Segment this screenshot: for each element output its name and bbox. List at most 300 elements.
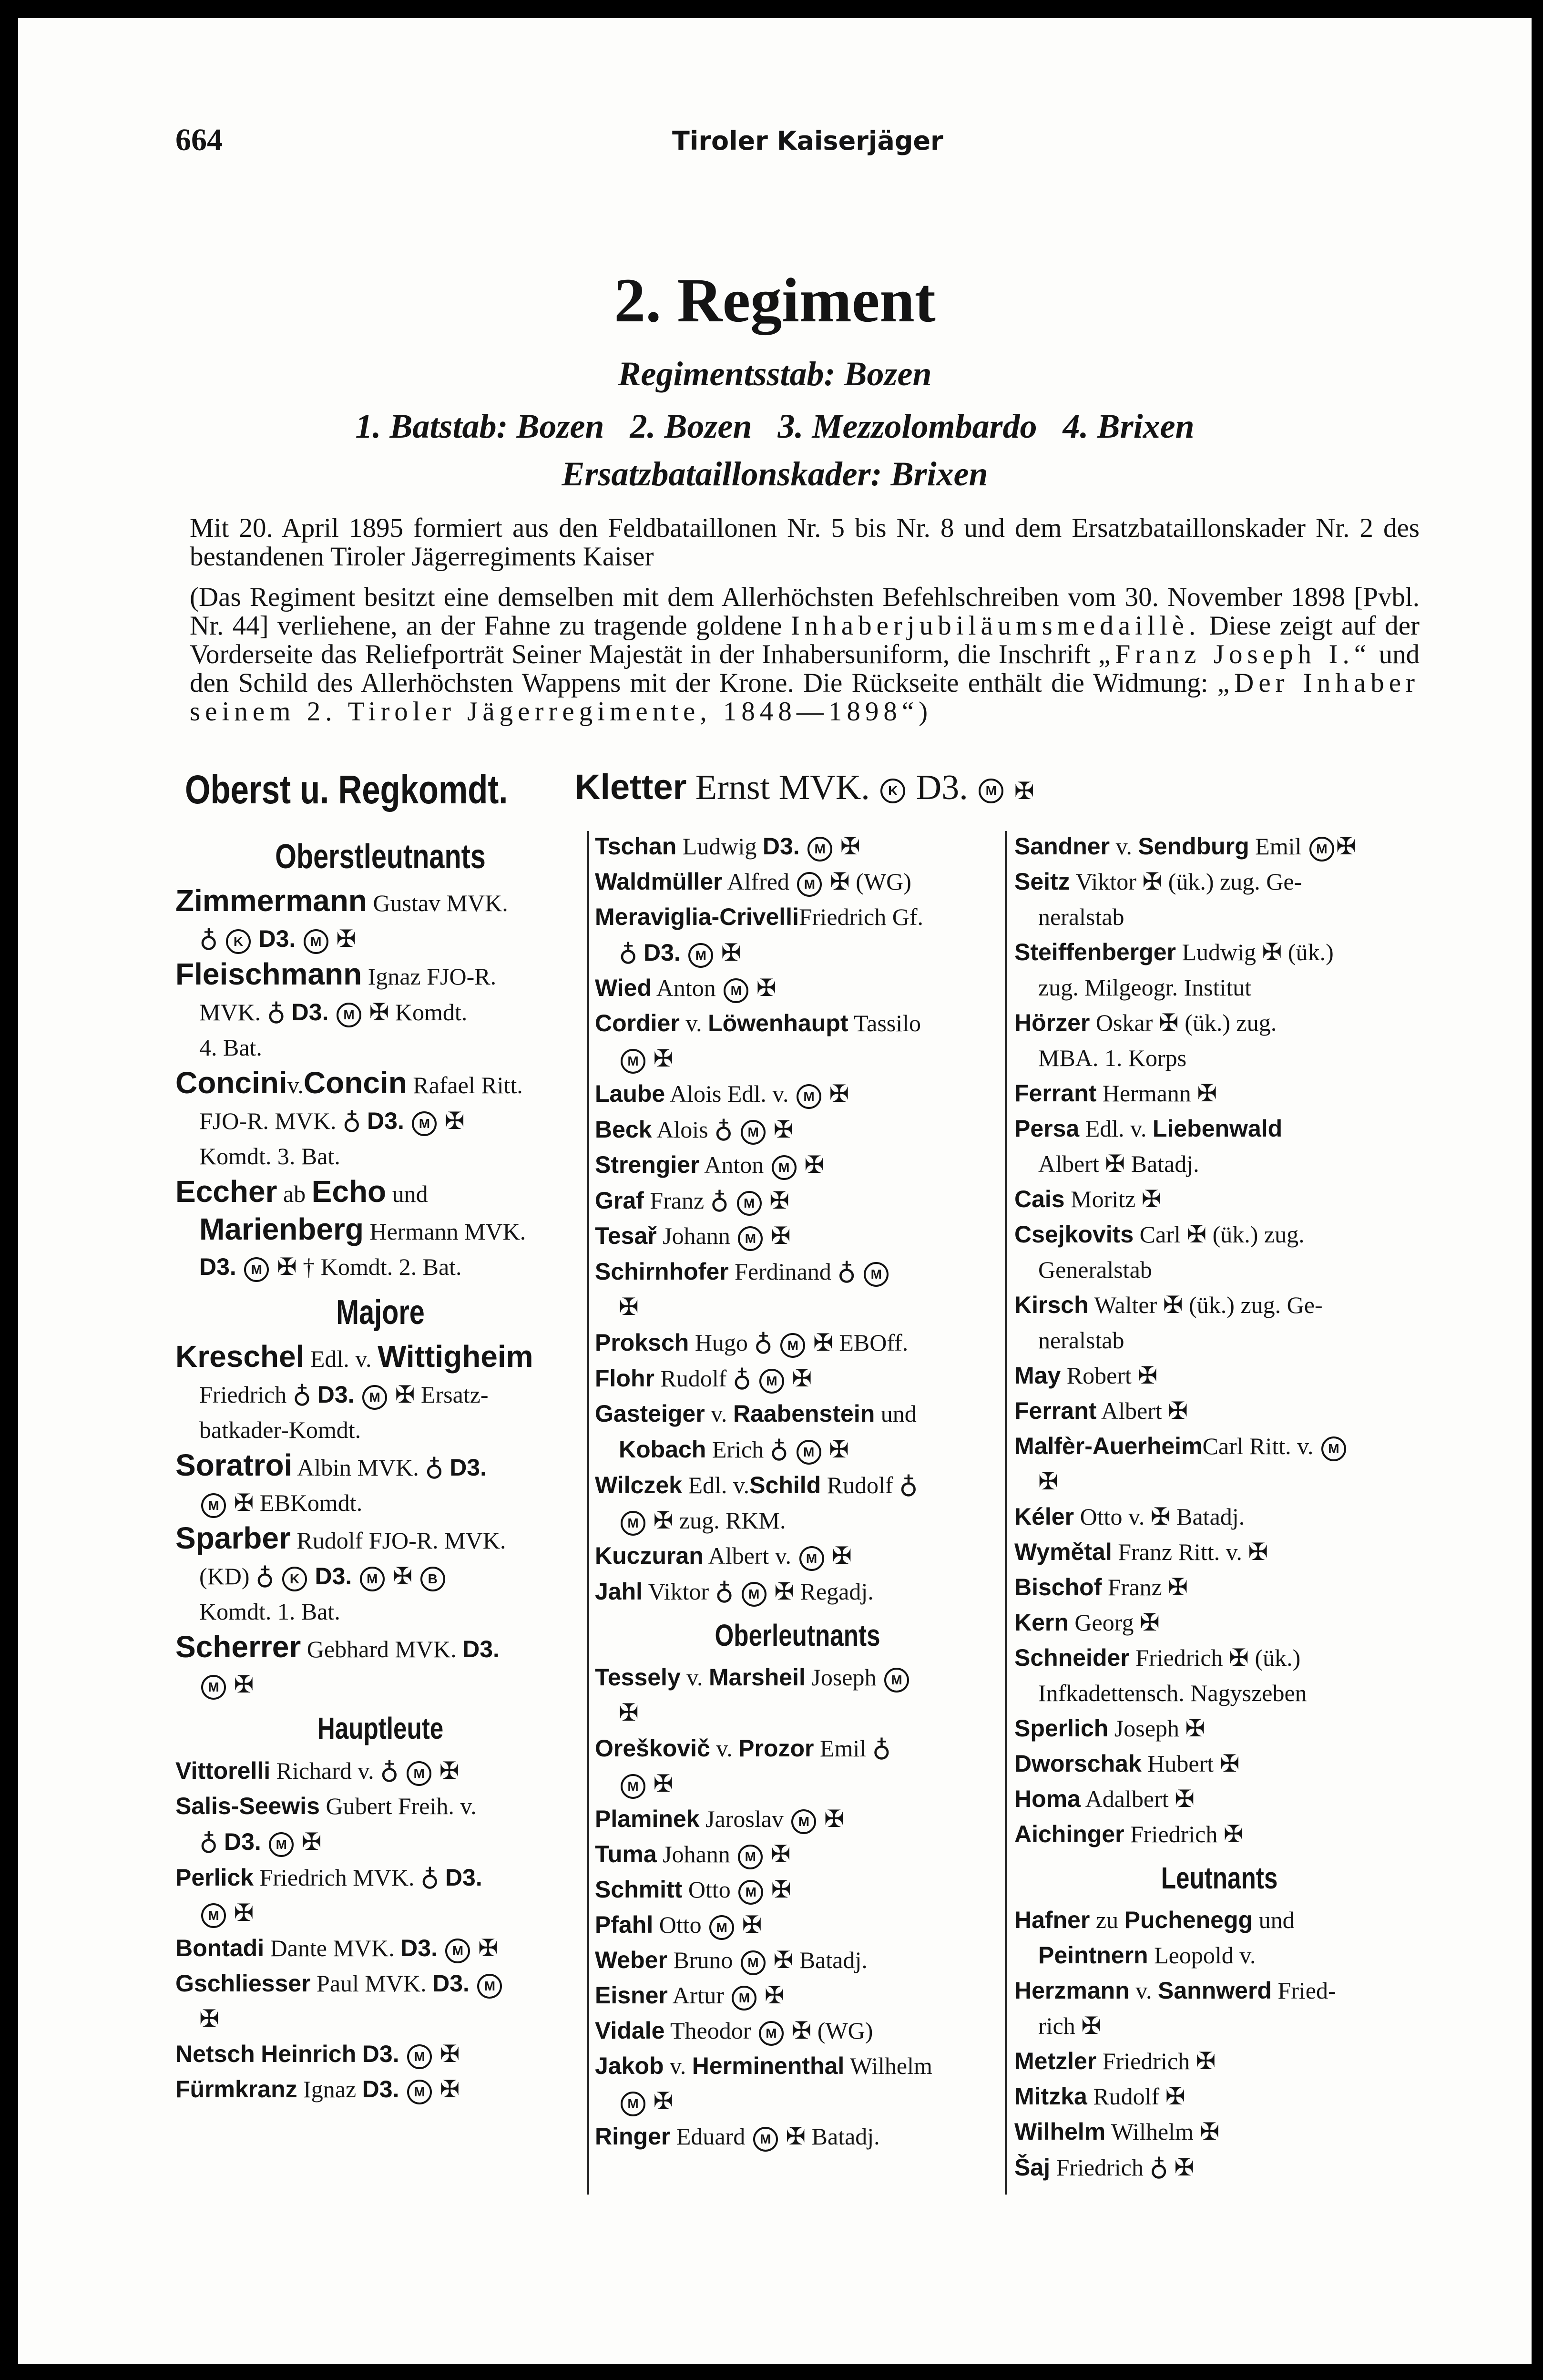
entry-text: Sannwerd [1158, 1977, 1272, 2004]
entry-text: Jahl [595, 1578, 643, 1605]
cross-icon: ✠ [619, 1699, 639, 1726]
entry-text: May [1014, 1362, 1061, 1389]
m-decoration-icon: M [742, 1582, 766, 1607]
entry-text: Richard v. [276, 1757, 374, 1784]
list-item [175, 1629, 585, 1702]
colonel-entry [575, 767, 1034, 808]
b-decoration-icon: B [420, 1567, 445, 1591]
m-decoration-icon: M [807, 837, 832, 862]
entry-text: D3. [367, 1108, 404, 1134]
m-decoration-icon: M [445, 1939, 470, 1963]
list-item [595, 1801, 1000, 1836]
section-heading-oberleutnants: Oberleutnants [715, 1618, 880, 1652]
m-decoration-icon: M [724, 978, 748, 1003]
entry-text: (ük.) zug. [1212, 1221, 1305, 1248]
entry-text: Marienberg [199, 1212, 364, 1246]
entry-text: Friedrich [199, 1381, 287, 1408]
entry-text: Steiffenberger [1014, 939, 1176, 965]
list-item [175, 1930, 585, 1966]
list-item [1014, 1640, 1424, 1711]
cross-icon: ✠ [791, 2017, 812, 2044]
m-decoration-icon: M [741, 1120, 766, 1145]
list-item [595, 1660, 1000, 1730]
cross-icon: ✠ [1175, 1785, 1195, 1812]
ring-icon: ♁ [837, 1257, 856, 1285]
m-decoration-icon: M [407, 2080, 432, 2104]
ring-icon: ♁ [425, 1453, 444, 1481]
cross-icon: ✠ [1223, 1821, 1244, 1847]
list-item [595, 1147, 1000, 1182]
cross-icon: ✠ [439, 2076, 460, 2103]
entry-text: Erich [712, 1436, 764, 1463]
entry-text: Hubert [1147, 1750, 1214, 1777]
cross-icon: ✠ [773, 1116, 794, 1143]
cross-icon: ✠ [199, 2005, 219, 2032]
cross-icon: ✠ [829, 1436, 849, 1463]
m-decoration-icon: M [797, 1084, 821, 1109]
entry-text: Otto [688, 1876, 731, 1903]
entry-text: Gubert Freih. v. [326, 1793, 477, 1819]
entry-text: Waldmüller [595, 868, 723, 895]
entry-text: Walter [1094, 1292, 1157, 1318]
entry-text: Oskar [1095, 1009, 1153, 1036]
cross-icon: ✠ [439, 1757, 460, 1784]
list-item [175, 883, 585, 956]
colonel-details: Ernst MVK. [695, 768, 870, 807]
entry-text: Emil [1255, 833, 1302, 860]
colonel-name: Kletter [575, 767, 687, 807]
entry-text: D3. [362, 2076, 399, 2103]
entry-text: Gustav MVK. [373, 890, 508, 916]
cross-icon: ✠ [1197, 1080, 1217, 1107]
entry-text: Fürmkranz [175, 2076, 297, 2103]
dagger-icon: † [303, 1253, 315, 1280]
entry-text: Tuma [595, 1841, 657, 1867]
list-item [175, 1788, 585, 1859]
cross-icon: ✠ [742, 1911, 762, 1938]
cross-icon: ✠ [1139, 1609, 1160, 1636]
cross-icon: ✠ [1199, 2118, 1220, 2145]
cross-icon: ✠ [1219, 1750, 1240, 1777]
entry-text: (WG) [856, 868, 911, 895]
entry-text: Herminenthal [692, 2052, 845, 2079]
entry-text: Komdt. 1. Bat. [199, 1598, 340, 1625]
cross-icon: ✠ [395, 1381, 415, 1408]
ring-icon: ♁ [732, 1364, 752, 1392]
entry-text: Laube [595, 1080, 665, 1107]
list-item [595, 1538, 1000, 1573]
entry-text: D3. [462, 1636, 500, 1662]
list-item [175, 2072, 585, 2107]
list-item [1014, 1816, 1424, 1852]
list-item [595, 1467, 1000, 1538]
entry-text: Schirnhofer [595, 1258, 729, 1285]
entry-text: Šaj [1014, 2154, 1051, 2181]
k-decoration-icon: K [880, 779, 905, 803]
list-item [1014, 1711, 1424, 1746]
list-item [175, 1174, 585, 1284]
entry-text: D3. [291, 999, 329, 1026]
entry-text: Eisner [595, 1982, 668, 2009]
list-item [175, 1447, 585, 1520]
entry-text: v. [287, 1072, 304, 1098]
entry-text: Friedrich [1056, 2154, 1144, 2181]
m-decoration-icon: M [979, 779, 1003, 803]
cross-icon: ✠ [769, 1187, 790, 1214]
entry-text: Joseph [811, 1664, 877, 1691]
medal-note-part3: und den Schild des Allerhöchsten Wappens mit der Krone. Die Rückseite enthält die Widmung: [190, 639, 1420, 698]
medal-note-spaced1: Inhaberjubiläumsmedaillè. [790, 611, 1201, 641]
entry-text: (WG) [817, 2017, 873, 2044]
entry-text: Wilczek [595, 1472, 682, 1498]
entry-text: Kirsch [1014, 1292, 1089, 1318]
m-decoration-icon: M [797, 1440, 821, 1465]
cross-icon: ✠ [829, 1080, 849, 1107]
section-heading-hauptleute: Hauptleute [317, 1711, 444, 1745]
list-item [175, 2036, 585, 2072]
cross-icon: ✠ [653, 1770, 674, 1797]
entry-text: Schneider [1014, 1644, 1130, 1671]
cross-icon: ✠ [764, 1982, 785, 2009]
cross-icon: ✠ [619, 1293, 639, 1320]
entry-text: Eccher [175, 1174, 277, 1209]
cross-icon: ✠ [824, 1806, 844, 1832]
entry-text: MVK. [199, 999, 261, 1026]
entry-text: Ferrant [1014, 1397, 1097, 1424]
entry-text: Dante MVK. [270, 1935, 395, 1961]
list-item [1014, 1287, 1424, 1358]
list-item [1014, 1358, 1424, 1393]
entry-text: v. [670, 2052, 686, 2079]
ring-icon: ♁ [199, 924, 218, 953]
cross-icon: ✠ [234, 1899, 254, 1926]
entry-text: Wittigheim [378, 1339, 533, 1374]
entry-text: D3. [400, 1935, 438, 1961]
entry-text: Schild [749, 1472, 821, 1498]
cross-icon: ✠ [1141, 1186, 1162, 1212]
entry-text: Rudolf [827, 1472, 893, 1498]
m-decoration-icon: M [759, 2021, 784, 2046]
column-1 [175, 829, 585, 2107]
medal-note [190, 583, 1420, 726]
cross-icon: ✠ [1174, 2154, 1195, 2181]
cross-icon: ✠ [721, 939, 741, 966]
page-number: 664 [175, 123, 223, 157]
entry-text: Sandner [1014, 833, 1110, 860]
entry-text: 4. Bat. [199, 1034, 262, 1061]
cross-icon: ✠ [653, 2088, 674, 2114]
section-heading-oberstleutnants: Oberstleutnants [275, 838, 486, 876]
ring-icon: ♁ [714, 1115, 733, 1143]
entry-text: Batadj. [799, 1947, 868, 1973]
entry-text: Carl [1139, 1221, 1181, 1248]
m-decoration-icon: M [407, 2044, 432, 2069]
list-item [1014, 1973, 1424, 2043]
m-decoration-icon: M [741, 1950, 766, 1975]
list-item [1014, 2114, 1424, 2149]
entry-text: EBOff. [839, 1329, 909, 1356]
entry-text: Franz [650, 1187, 705, 1214]
entry-text: D3. [445, 1864, 482, 1891]
m-decoration-icon: M [709, 1915, 734, 1940]
entry-text: Otto v. [1080, 1503, 1145, 1530]
entry-text: Graf [595, 1187, 644, 1214]
entry-text: Adalbert [1085, 1785, 1169, 1812]
entry-text: Rudolf [660, 1365, 727, 1392]
entry-text: Friedrich Gf. [798, 903, 924, 930]
list-item [595, 1396, 1000, 1467]
entry-text: Leopold v. [1154, 1942, 1256, 1969]
entry-text: Wilhelm [849, 2052, 932, 2079]
entry-text: Persa [1014, 1115, 1080, 1142]
m-decoration-icon: M [360, 1567, 385, 1591]
m-decoration-icon: M [1309, 837, 1334, 862]
entry-text: MBA. 1. Korps [1038, 1045, 1187, 1071]
entry-text: Viktor [648, 1578, 709, 1605]
entry-text: EBKomdt. [259, 1489, 363, 1516]
m-decoration-icon: M [412, 1111, 437, 1136]
list-item [1014, 1781, 1424, 1816]
list-item [595, 2013, 1000, 2048]
entry-text: Moritz [1071, 1186, 1136, 1212]
entry-text: Albert [1038, 1150, 1099, 1177]
list-item [175, 1859, 585, 1930]
book-page [18, 18, 1532, 2364]
ring-icon: ♁ [266, 997, 286, 1026]
list-item [1014, 1902, 1424, 1973]
entry-text: Kéler [1014, 1503, 1074, 1530]
ring-icon: ♁ [342, 1106, 361, 1135]
entry-text: Tesař [595, 1222, 657, 1249]
cross-icon: ✠ [756, 975, 777, 1001]
list-item [595, 1111, 1000, 1147]
entry-text: Prozor [738, 1735, 814, 1762]
entry-text: Regadj. [800, 1578, 874, 1605]
entry-text: Ringer [595, 2123, 671, 2150]
list-item [595, 970, 1000, 1005]
list-item [595, 864, 1000, 899]
cross-icon: ✠ [439, 2041, 460, 2067]
medal-note-spaced3: „Der Inhaber seinem 2. Tiroler Jägerregimente, 1848—1898“) [190, 668, 1420, 727]
cross-icon: ✠ [478, 1935, 498, 1961]
column-rule [1005, 831, 1007, 2195]
entry-text: Friedrich [1135, 1644, 1223, 1671]
cross-icon: ✠ [276, 1253, 297, 1280]
column-2 [595, 829, 1000, 2154]
cross-icon: ✠ [813, 1329, 833, 1356]
list-item [595, 1730, 1000, 1801]
column-3 [1014, 829, 1424, 2185]
entry-text: Aichinger [1014, 1821, 1124, 1847]
entry-text: ab [283, 1180, 306, 1207]
regiment-staff: Regimentsstab: Bozen [618, 355, 932, 393]
entry-text: Jaroslav [705, 1806, 784, 1832]
cross-icon: ✠ [1262, 939, 1282, 965]
entry-text: Oreškovič [595, 1735, 710, 1762]
entry-text: Herzmann [1014, 1977, 1130, 2004]
entry-text: Paul MVK. [317, 1970, 427, 1997]
cross-icon: ✠ [1163, 1292, 1183, 1318]
entry-text: Meraviglia-Crivelli [595, 903, 799, 930]
entry-text: D3. [432, 1970, 470, 1997]
list-item [175, 1520, 585, 1629]
entry-text: Rudolf [1093, 2083, 1160, 2110]
cross-icon: ✠ [829, 868, 850, 895]
cross-icon: ✠ [369, 999, 389, 1026]
list-item [595, 1324, 1000, 1360]
entry-text: Eduard [676, 2123, 746, 2150]
section-heading-leutnants: Leutnants [1161, 1861, 1278, 1895]
entry-text: Wymětal [1014, 1539, 1112, 1565]
entry-text: Bontadi [175, 1935, 265, 1961]
list-item [595, 1573, 1000, 1609]
formation-paragraph: Mit 20. April 1895 formiert aus den Feldbataillonen Nr. 5 bis Nr. 8 und dem Ersatzbataillonskader Nr. 2 des bestandenen Tiroler Jägerregiments Kaiser [190, 513, 1420, 572]
list-item [595, 2048, 1000, 2119]
entry-text: Edl. v. [1085, 1115, 1147, 1142]
k-decoration-icon: K [282, 1567, 307, 1591]
entry-text: (ük.) [1255, 1644, 1301, 1671]
m-decoration-icon: M [201, 1493, 226, 1518]
entry-text: Flohr [595, 1365, 654, 1392]
cross-icon: ✠ [1336, 833, 1356, 860]
entry-text: Gasteiger [595, 1400, 705, 1427]
entry-text: Marsheil [709, 1664, 806, 1691]
entry-text: Batadj. [1131, 1150, 1199, 1177]
entry-text: Hermann MVK. [369, 1218, 526, 1245]
cross-icon: ✠ [1142, 868, 1163, 895]
cross-icon: ✠ [770, 1841, 791, 1867]
entry-text: Weber [595, 1947, 667, 1973]
list-item [595, 1360, 1000, 1396]
cross-icon: ✠ [786, 2123, 806, 2150]
entry-text: zug. RKM. [679, 1507, 786, 1534]
entry-text: Robert [1066, 1362, 1132, 1389]
entry-text: Kreschel [175, 1339, 305, 1374]
entry-text: Batadj. [811, 2123, 880, 2150]
entry-text: (ük.) zug. [1185, 1009, 1277, 1036]
entry-text: Batadj. [1176, 1503, 1245, 1530]
entry-text: batkader-Komdt. [199, 1416, 361, 1443]
entry-text: Perlick [175, 1864, 254, 1891]
cross-icon: ✠ [234, 1489, 254, 1516]
cross-icon: ✠ [1229, 1644, 1249, 1671]
entry-text: v. [686, 1664, 703, 1691]
entry-text: D3. [258, 925, 296, 952]
m-decoration-icon: M [884, 1668, 909, 1693]
cross-icon: ✠ [1168, 1574, 1188, 1600]
entry-text: Sparber [175, 1521, 291, 1555]
entry-text: Viktor [1075, 868, 1136, 895]
list-item [1014, 1428, 1424, 1499]
entry-text: Alois Edl. v. [670, 1080, 789, 1107]
entry-text: Strengier [595, 1151, 700, 1178]
entry-text: Rafael Ritt. [413, 1072, 523, 1098]
entry-text: und [880, 1400, 917, 1427]
ring-icon: ♁ [420, 1863, 439, 1891]
battalion-staffs: 1. Batstab: Bozen 2. Bozen 3. Mezzolombardo 4. Brixen [355, 407, 1195, 445]
list-item [1014, 1499, 1424, 1534]
entry-text: zu [1095, 1907, 1119, 1933]
list-item [1014, 1605, 1424, 1640]
entry-text: Ludwig [1182, 939, 1257, 965]
cross-icon: ✠ [804, 1151, 825, 1178]
entry-text: Ferrant [1014, 1080, 1097, 1107]
entry-text: Mitzka [1014, 2083, 1087, 2110]
cross-icon: ✠ [1168, 1397, 1188, 1424]
running-head: Tiroler Kaiserjäger [672, 126, 943, 156]
entry-text: Beck [595, 1116, 652, 1143]
entry-text: Wilhelm [1014, 2118, 1106, 2145]
entry-text: Soratroi [175, 1448, 293, 1482]
entry-text: (ük.) zug. Ge- [1189, 1292, 1323, 1318]
entry-text: Gebhard MVK. [307, 1636, 457, 1662]
entry-text: Concin [303, 1066, 407, 1100]
entry-text: (KD) [199, 1563, 250, 1590]
ring-icon: ♁ [715, 1577, 734, 1605]
m-decoration-icon: M [621, 1511, 645, 1536]
entry-text: Tessely [595, 1664, 681, 1691]
entry-text: v. [711, 1400, 727, 1427]
entry-text: Hermann [1102, 1080, 1191, 1107]
cross-icon: ✠ [336, 925, 357, 952]
entry-text: Concini [175, 1066, 287, 1100]
list-item [175, 1753, 585, 1788]
entry-text: Bischof [1014, 1574, 1102, 1600]
ring-icon: ♁ [292, 1380, 312, 1408]
entry-text: v. [1115, 833, 1132, 860]
entry-text: Alois [656, 1116, 708, 1143]
m-decoration-icon: M [753, 2127, 778, 2152]
m-decoration-icon: M [738, 1845, 763, 1869]
ring-icon: ♁ [769, 1435, 789, 1463]
list-item [595, 1005, 1000, 1076]
cross-icon: ✠ [1137, 1362, 1158, 1389]
entry-text: Löwenhaupt [708, 1010, 848, 1036]
list-item [595, 1978, 1000, 2013]
colonel-details2: D3. [916, 768, 968, 807]
ring-icon: ♁ [754, 1328, 773, 1356]
list-item [595, 1942, 1000, 1978]
m-decoration-icon: M [477, 1974, 502, 1999]
entry-text: Ignaz [303, 2076, 357, 2103]
list-item [175, 956, 585, 1065]
entry-text: Gschliesser [175, 1970, 311, 1997]
list-item [595, 1218, 1000, 1253]
entry-text: Komdt. 3. Bat. [199, 1143, 340, 1169]
m-decoration-icon: M [304, 929, 328, 954]
ring-icon: ♁ [899, 1470, 918, 1499]
entry-text: Tassilo [854, 1010, 921, 1036]
entry-text: Alfred [727, 868, 789, 895]
entry-text: v. [685, 1010, 702, 1036]
entry-text: Friedrich MVK. [259, 1864, 415, 1891]
entry-text: D3. [762, 833, 800, 860]
entry-text: Infkadettensch. Nagyszeben [1038, 1680, 1307, 1706]
entry-text: Hafner [1014, 1907, 1090, 1933]
list-item [595, 1872, 1000, 1907]
ring-icon: ♁ [872, 1734, 891, 1762]
list-item [1014, 2079, 1424, 2114]
list-item [595, 1076, 1000, 1111]
entry-text: Emil [819, 1735, 867, 1762]
entry-text: Generalstab [1038, 1256, 1152, 1283]
entry-text: Ersatz- [420, 1381, 489, 1408]
list-item [1014, 1746, 1424, 1781]
cross-icon: ✠ [1196, 2048, 1216, 2074]
entry-text: und [392, 1180, 428, 1207]
entry-text: Kobach [619, 1436, 706, 1463]
m-decoration-icon: M [621, 1774, 645, 1799]
